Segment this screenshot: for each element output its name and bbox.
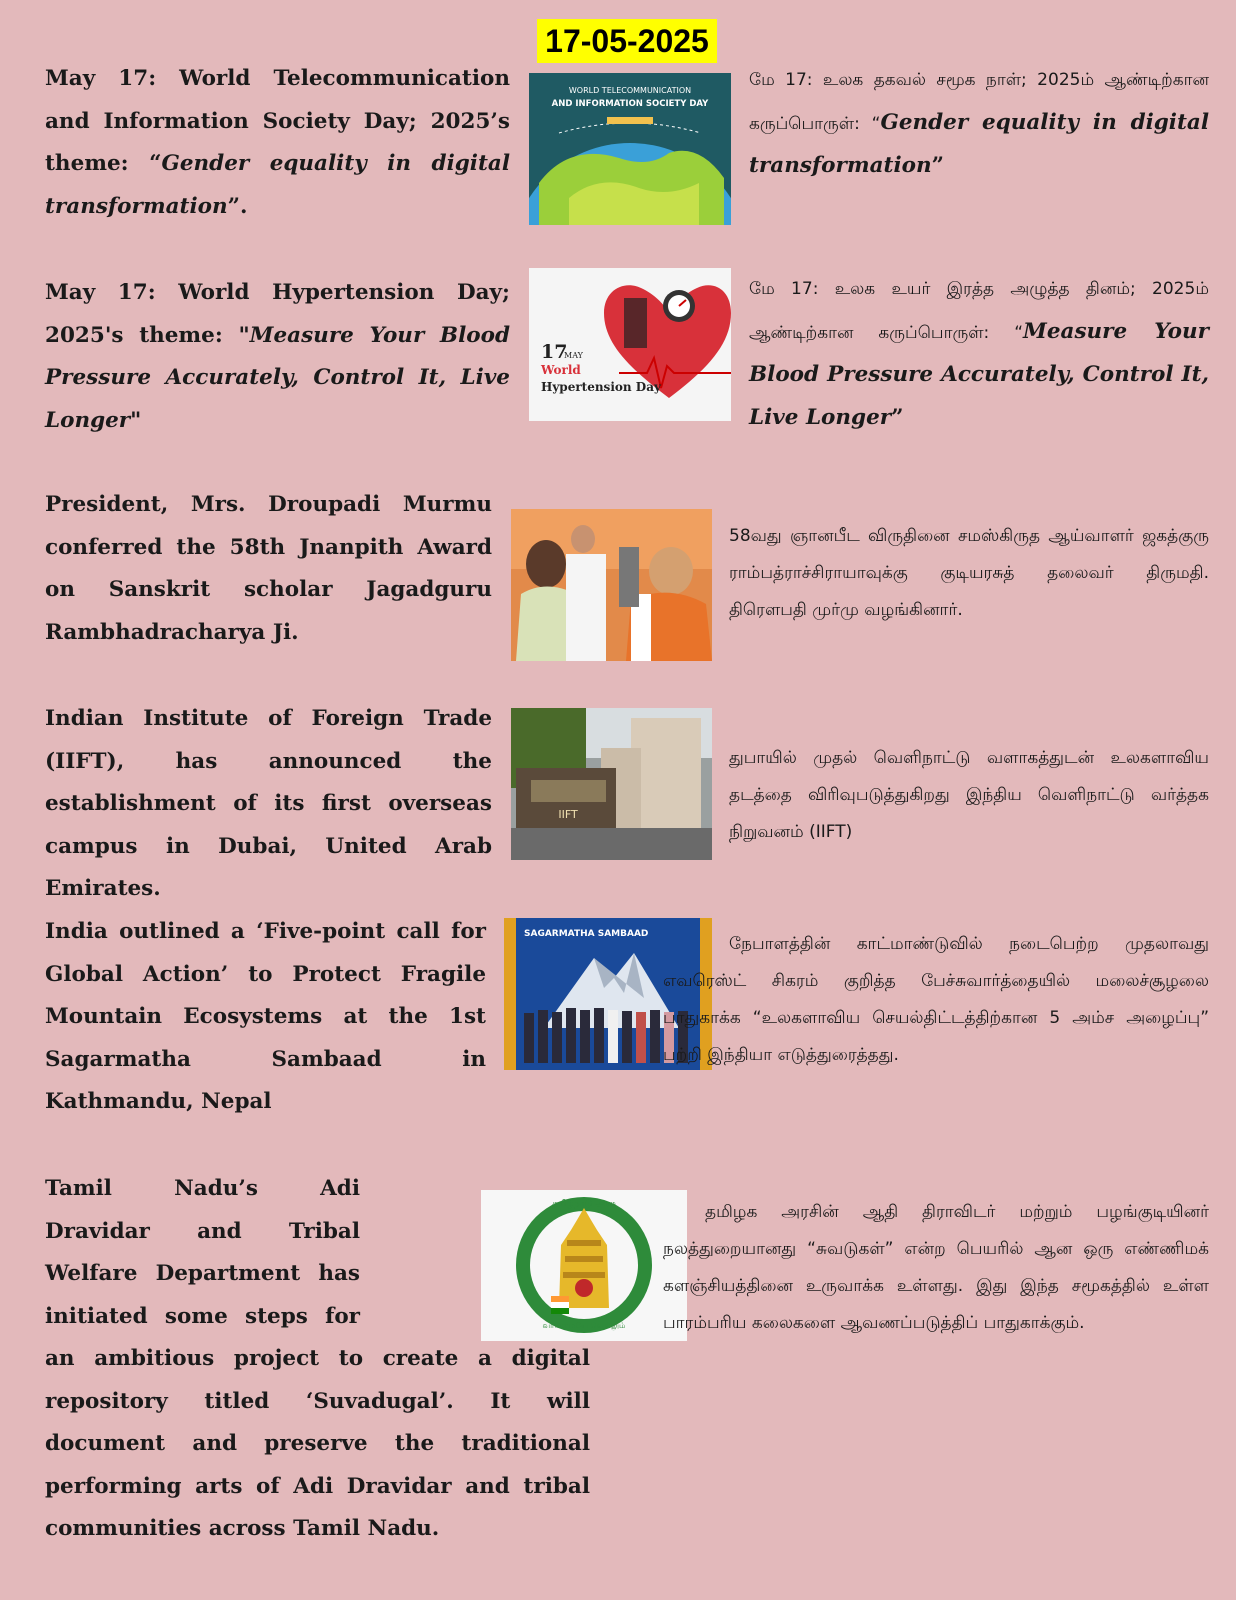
sambaad-banner: SAGARMATHA SAMBAAD <box>524 929 649 939</box>
item-3-tamil: 58வது ஞானபீட விருதினை சமஸ்கிருத ஆய்வாளர் ஜகத்குரு ராம்பத்ராச்சிராயாவுக்கு குடியரசுத் தலைவர் திருமதி. திரௌபதி முர்மு வழங்கினார். <box>729 526 1209 620</box>
tamilnadu-emblem-image <box>481 1190 687 1341</box>
jnanpith-award-image <box>511 509 712 661</box>
emblem-bottom-text: வாய்மையே வெல்லும் <box>542 1321 626 1330</box>
item-4-english: Indian Institute of Foreign Trade (IIFT), has announced the establishment of its first overseas campus in Dubai, United Arab Emirates. <box>45 706 492 901</box>
item-6-tamil: தமிழக அரசின் ஆதி திராவிடர் மற்றும் பழங்குடியினர் நலத்துறையானது “சுவடுகள்” என்ற பெயரில் ஆன ஒரு எண்ணிமக் களஞ்சியத்தினை உருவாக்க உள்ளது. இது இந்த சமூகத்தில் உள்ள பாரம்பரிய கலைகளை ஆவணப்படுத்திப் பாதுகாக்கும். <box>663 1202 1209 1333</box>
item-3-english: President, Mrs. Droupadi Murmu conferred the 58th Jnanpith Award on Sanskrit scholar Jagadguru Rambhadracharya Ji. <box>45 492 492 645</box>
telecom-caption-2: AND INFORMATION SOCIETY DAY <box>551 99 709 109</box>
hypertension-day-number: 17 <box>541 341 568 363</box>
page-date: 17-05-2025 <box>537 19 717 63</box>
item-4-tamil: துபாயில் முதல் வெளிநாட்டு வளாகத்துடன் உலகளாவிய தடத்தை விரிவுபடுத்துகிறது இந்திய வெளிநாட்டு வர்த்தக நிறுவனம் (IIFT) <box>729 748 1209 842</box>
item-2-tamil: மே 17: உலக உயர் இரத்த அழுத்த தினம்; 2025ம் ஆண்டிற்கான கருப்பொருள்: “Measure Your Blood Pressure Accurately, Control It, Live Longer” <box>749 279 1209 430</box>
iift-campus-image <box>511 708 712 860</box>
telecom-caption-1: WORLD TELECOMMUNICATION <box>568 86 692 95</box>
item-1-english: May 17: World Telecommunication and Information Society Day; 2025’s theme: “Gender equality in digital transformation”. <box>45 66 510 219</box>
item-5-english: India outlined a ‘Five-point call for Global Action’ to Protect Fragile Mountain Ecosystems at the 1st Sagarmatha Sambaad in Kathmandu, Nepal <box>45 919 486 1114</box>
telecom-day-image <box>529 73 731 225</box>
hypertension-day-image <box>529 268 731 421</box>
iift-sign: IIFT <box>558 808 578 821</box>
item-6-english: Tamil Nadu’s Adi Dravidar and Tribal Welfare Department has initiated some steps for an ambitious project to create a digital repository titled ‘Suvadugal’. It will document and preserve the traditional performing arts of Adi Dravidar and tribal communities across Tamil Nadu. <box>45 1176 590 1541</box>
hypertension-title: Hypertension Day <box>541 380 661 394</box>
item-2-english: May 17: World Hypertension Day; 2025's theme: "Measure Your Blood Pressure Accurately, Control It, Live Longer" <box>45 280 510 433</box>
item-5-tamil: நேபாளத்தின் காட்மாண்டுவில் நடைபெற்ற முதலாவது எவரெஸ்ட் சிகரம் குறித்த பேச்சுவார்த்தையில் மலைச்சூழலை பாதுகாக்க “உலகளாவிய செயல்திட்டத்திற்கான 5 அம்ச அழைப்பு” பற்றி இந்தியா எடுத்துரைத்தது. <box>663 934 1209 1065</box>
emblem-top-text: தமிழ்நாடு அரசு <box>552 1199 616 1209</box>
hypertension-world: World <box>541 363 581 377</box>
item-1-tamil: மே 17: உலக தகவல் சமூக நாள்; 2025ம் ஆண்டிற்கான கருப்பொருள்: “Gender equality in digital transformation” <box>749 70 1209 178</box>
hypertension-month: MAY <box>564 351 583 360</box>
